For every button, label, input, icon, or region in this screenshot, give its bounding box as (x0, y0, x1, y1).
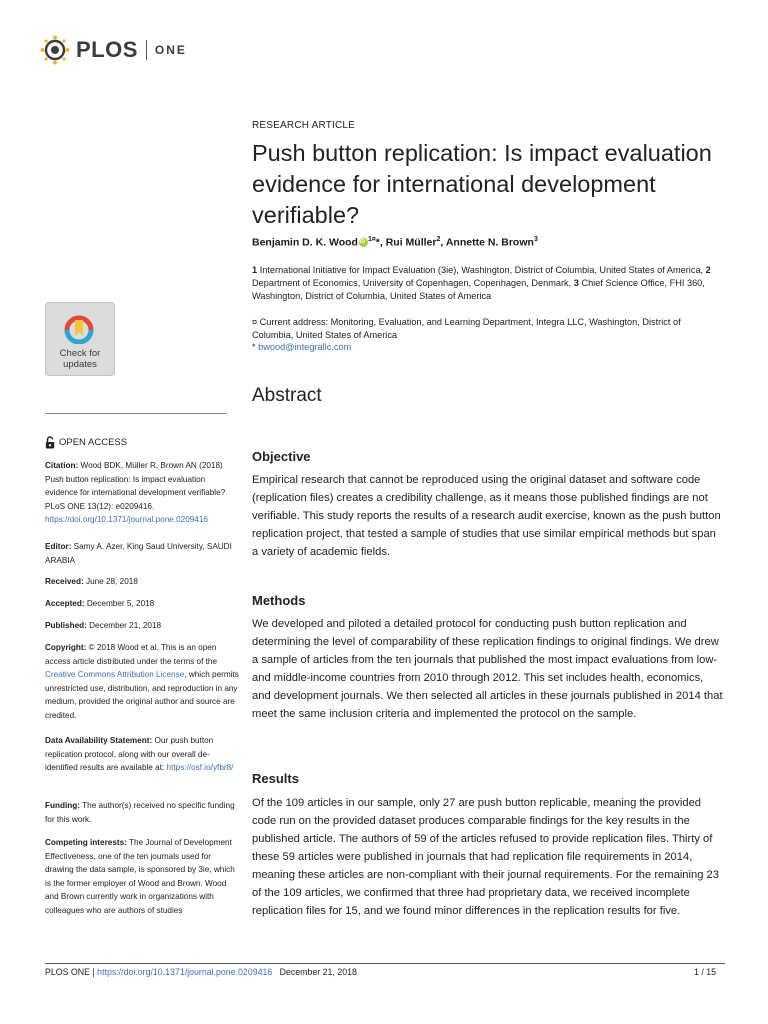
competing-text: The Journal of Development Effectiveness, one of the ten journals used for drawing the data sample, is sponsored by 3ie, which is the former employer of Wood and Brown. Wood and Brown currently work in organizations with colleagues who are authors of studies (45, 838, 235, 915)
author-affil-sup: 2 (436, 236, 441, 243)
citation-doi-link[interactable]: https://doi.org/10.1371/journal.pone.0209416 (45, 515, 208, 525)
email-mark: * (252, 342, 256, 352)
editor-block (45, 540, 240, 567)
affil-number: 1 (252, 265, 258, 275)
citation-text: Wood BDK, Müller R, Brown AN (2018) Push button replication: Is impact evaluation evidence for international development verifiable? PLoS ONE 13(12): e0209416. (45, 461, 226, 511)
funding-text: The author(s) received no specific funding for this work. (45, 801, 235, 824)
orcid-icon[interactable] (359, 238, 368, 247)
license-link[interactable]: Creative Commons Attribution License (45, 670, 185, 680)
journal-name: ONE (154, 43, 187, 57)
crossmark-icon (62, 310, 96, 344)
affil-text: Chief Science Office, FHI 360, Washington, District of Columbia, United States of America (252, 278, 705, 301)
affiliations (252, 264, 722, 303)
funding-block (45, 799, 240, 826)
author-affil-sup: 3 (533, 236, 538, 243)
editor-label: Editor: (45, 542, 72, 551)
affil-text: International Initiative for Impact Evaluation (3ie), Washington, District of Columbia, United States of America, (259, 265, 704, 275)
badge-line1: Check for (59, 348, 101, 359)
article-type: RESEARCH ARTICLE (252, 120, 356, 131)
footer-journal: PLOS ONE | (45, 967, 95, 977)
published-block (45, 619, 240, 633)
page-number: 1 / 15 (694, 967, 717, 977)
published-date: December 21, 2018 (89, 621, 162, 630)
copyright-block (45, 641, 240, 723)
sidebar-divider (45, 413, 227, 414)
citation-block (45, 459, 240, 527)
plos-logo[interactable] (40, 32, 187, 68)
email-link[interactable]: bwood@integrallc.com (258, 342, 352, 352)
footer-divider (45, 963, 725, 964)
abstract-heading: Abstract (252, 385, 322, 406)
received-block (45, 575, 240, 589)
copyright-label: Copyright: (45, 643, 87, 652)
copyright-text: © 2018 Wood et al. This is an open access article distributed under the terms of the (45, 643, 218, 666)
article-title: Push button replication: Is impact evaluation evidence for international development verifiable? (252, 140, 712, 228)
data-availability-text: Our push button replication protocol, along with our overall de-identified results are available at: (45, 736, 214, 773)
editor-text: Samy A. Azer, King Saud University, SAUDI ARABIA (45, 542, 232, 565)
author-name[interactable]: Rui Müller (385, 236, 437, 249)
affil-number: 2 (705, 265, 711, 275)
footer-date: December 21, 2018 (279, 967, 357, 977)
check-for-updates-badge[interactable] (45, 302, 115, 376)
data-availability-block (45, 734, 240, 775)
accepted-block (45, 597, 240, 611)
received-label: Received: (45, 577, 84, 586)
badge-line2: updates (63, 359, 97, 370)
funding-label: Funding: (45, 801, 81, 810)
open-access-label: OPEN ACCESS (59, 437, 128, 448)
published-label: Published: (45, 621, 87, 630)
badge-label (45, 348, 115, 370)
objective-text: Empirical research that cannot be reproduced using the original dataset and software code (replication files) creates a credibility challenge, as it means those published findings are not verifiable. This study reports the results of a research audit exercise, known as the push button replication project, that tested a sample of studies that use similar empirical methods but span a variety of academic fields. (252, 474, 721, 558)
footer-doi-link[interactable]: https://doi.org/10.1371/journal.pone.0209416 (97, 967, 273, 977)
competing-interests-block (45, 836, 240, 918)
accepted-label: Accepted: (45, 599, 85, 608)
results-text: Of the 109 articles in our sample, only 27 are push button replicable, meaning the provided code run on the provided dataset produces comparable findings for the key results in the published article. The authors of 59 of the articles refused to provide replication files. Thirty of these 59 articles were published in journals that had replication file requirements in 2014, meaning these articles are non-compliant with their journal requirements. For the remaining 23 of the 109 articles, we confirmed that three had proprietary data, we received incomplete replication files for 15, and we found minor differences in the replication results for five. (252, 797, 720, 917)
logo-divider (146, 40, 147, 60)
plos-logo-icon (40, 35, 70, 65)
plos-brand: PLOS (76, 37, 138, 62)
email-row (252, 341, 351, 354)
author-list: Benjamin D. K. WoodiD $^{1¤}$*, Rui Müller$^2$, Annette N. Brown$^3$ (252, 236, 722, 249)
methods-heading: Methods (252, 593, 306, 608)
affil-number: 3 (573, 278, 579, 288)
results-heading: Results (252, 771, 299, 786)
open-access (45, 436, 127, 449)
received-date: June 28, 2018 (85, 577, 138, 586)
author-name[interactable]: Benjamin D. K. Wood (252, 236, 358, 249)
competing-label: Competing interests: (45, 838, 127, 847)
methods-text: We developed and piloted a detailed protocol for conducting push button replication and determining the level of comparability of these replication findings to original findings. We drew a sample of articles from the ten journals that published the most impact evaluations from low- and middle-income countries from 2010 through 2012. This set includes health, economics, and development journals. We then selected all articles in these journals published in 2014 that meet the same inclusion criteria and implemented the protocol on the sample. (252, 618, 723, 720)
footer (45, 967, 357, 977)
open-lock-icon (45, 436, 55, 449)
accepted-date: December 5, 2018 (86, 599, 155, 608)
corresponding-mark: * (375, 236, 380, 249)
objective-heading: Objective (252, 449, 311, 464)
affil-text: Department of Economics, University of Copenhagen, Copenhagen, Denmark, (252, 278, 572, 288)
citation-label: Citation: (45, 461, 79, 470)
author-name[interactable]: Annette N. Brown (445, 236, 534, 249)
data-availability-label: Data Availability Statement: (45, 736, 153, 745)
current-address: ¤ Current address: Monitoring, Evaluation, and Learning Department, Integra LLC, Washington, District of Columbia, United States of America (252, 317, 681, 340)
author-affil-sup: 1¤ (367, 236, 376, 243)
copyright-text-end: , which permits unrestricted use, distribution, and reproduction in any medium, provided the original author and source are credited. (45, 670, 239, 720)
osf-link[interactable]: https://osf.io/yfbr8/ (166, 763, 234, 773)
